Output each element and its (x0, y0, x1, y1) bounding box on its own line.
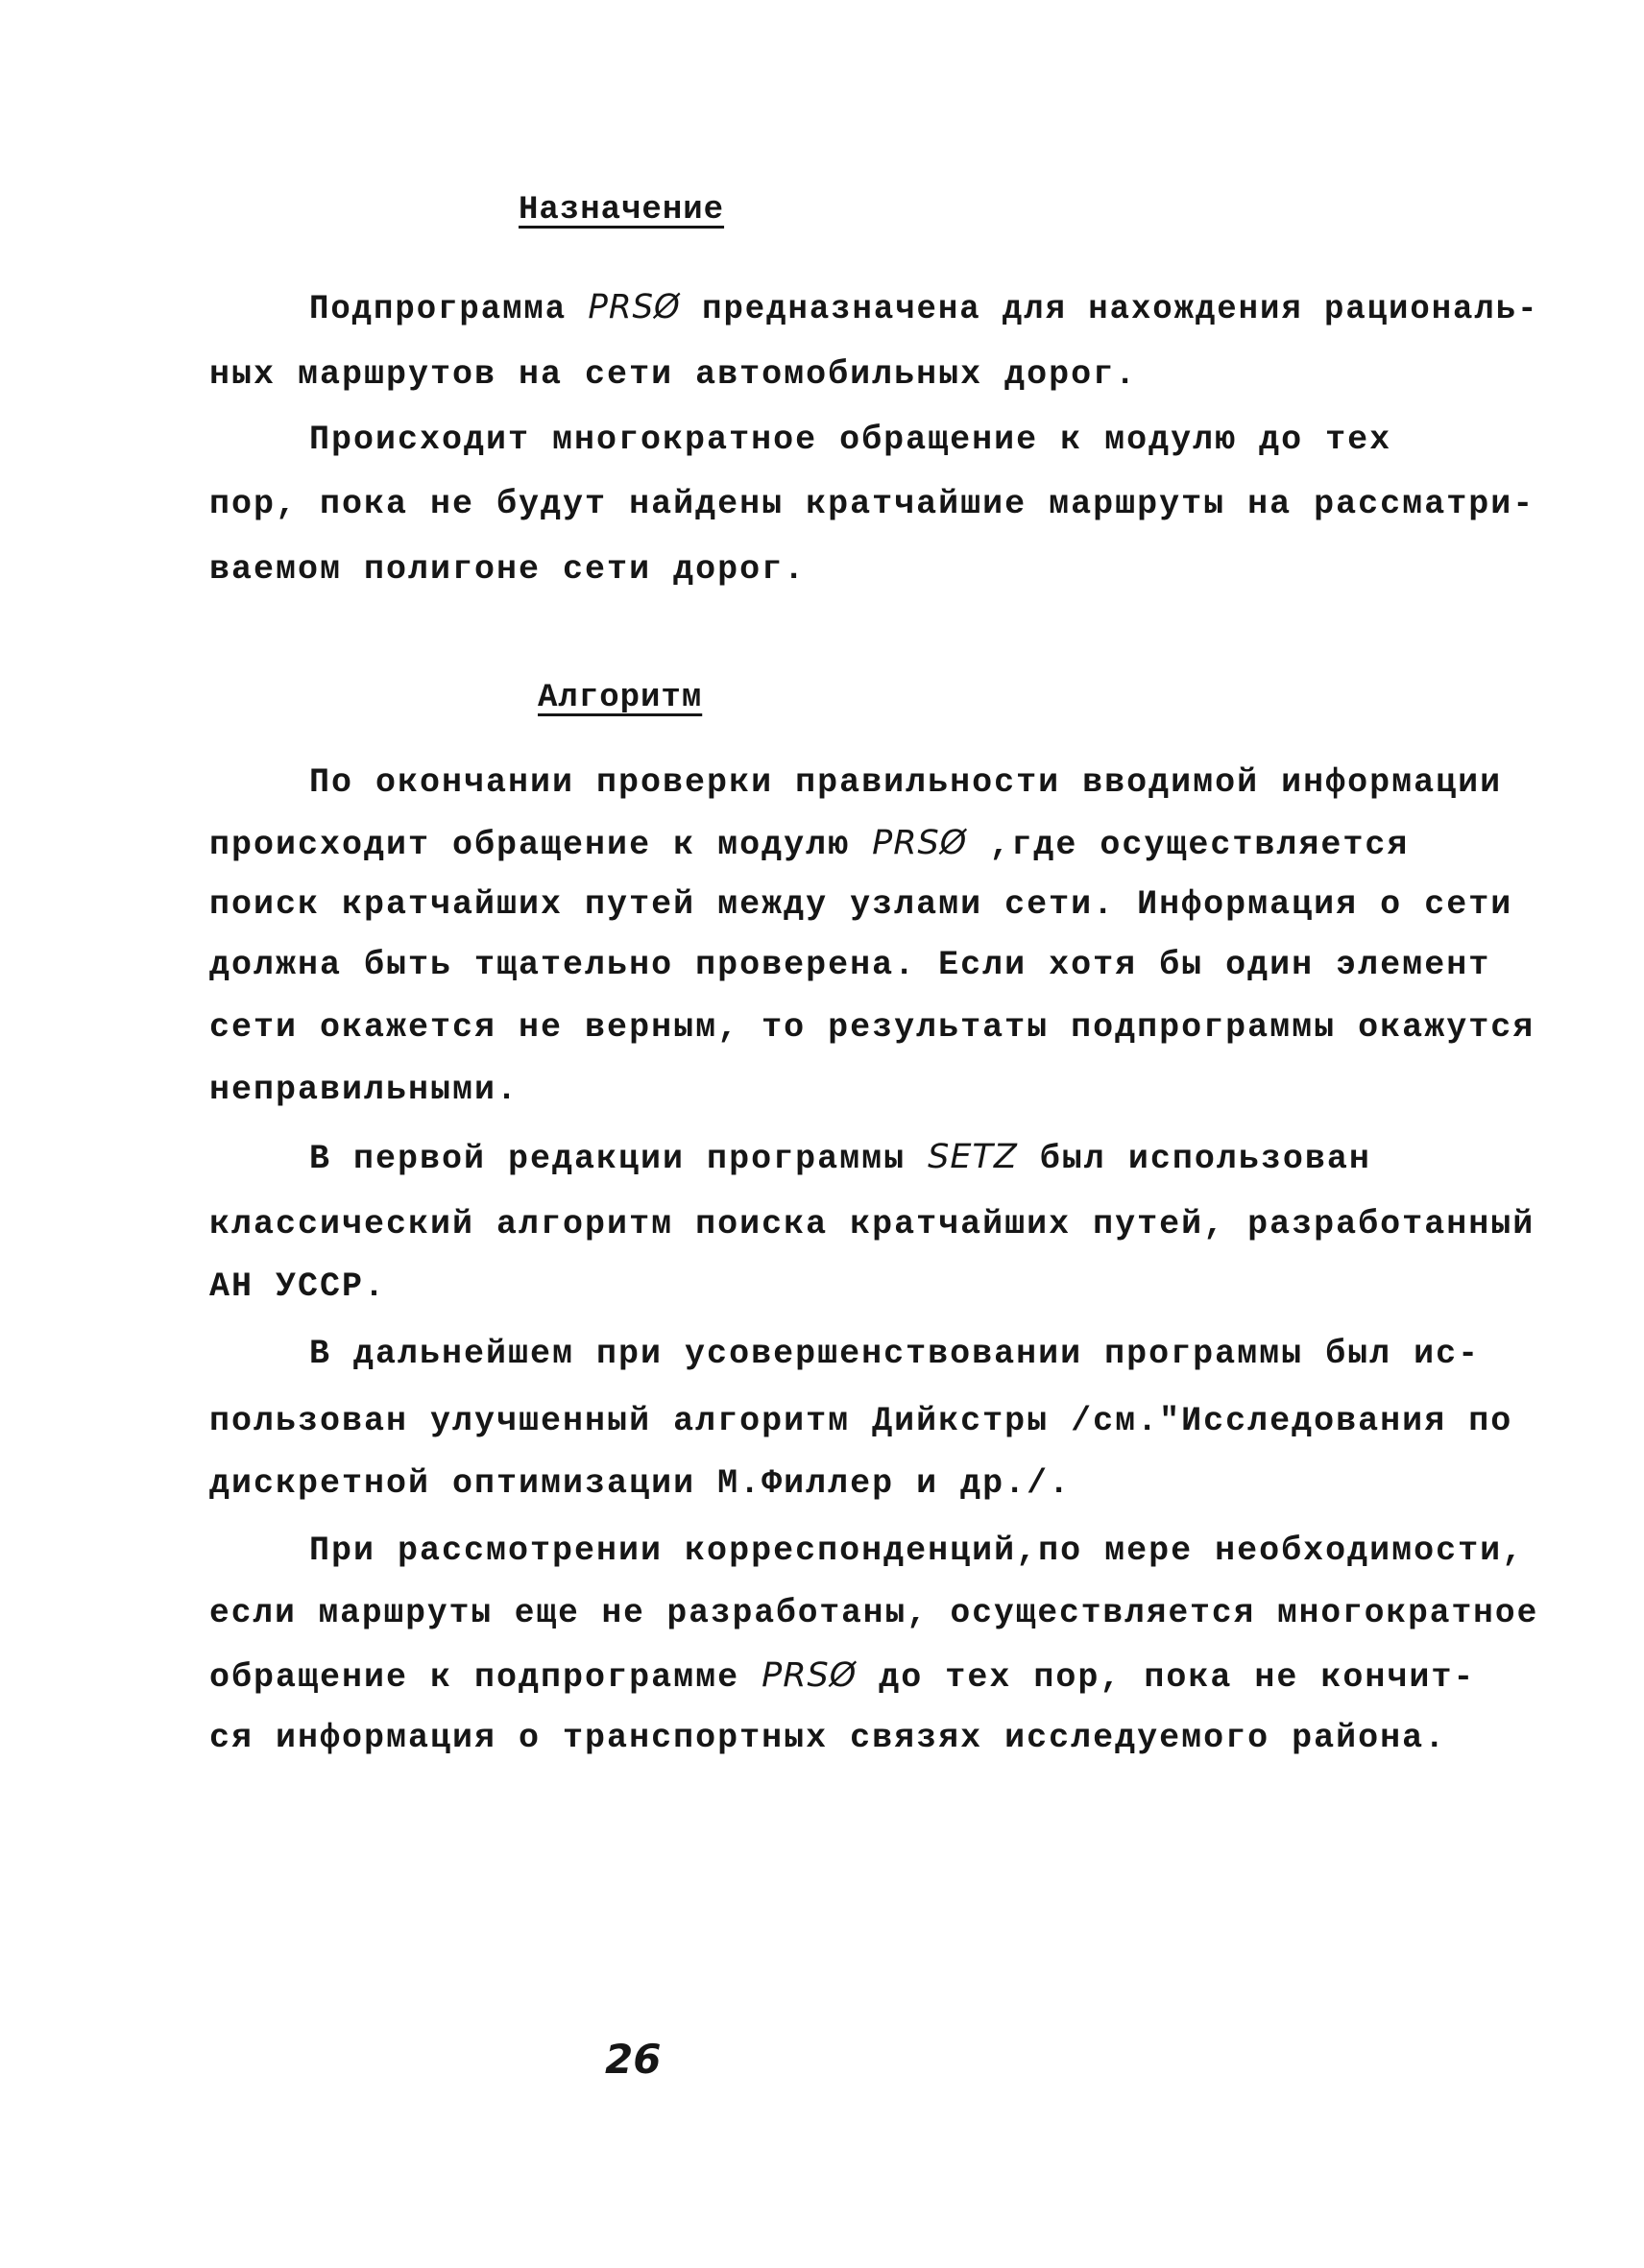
text-line: По окончании проверки правильности вводимой информации (309, 763, 1503, 802)
text-line: ных маршрутов на сети автомобильных дорог. (209, 355, 1138, 394)
text-line: происходит обращение к модулю PRSØ ,где осуществляется (209, 824, 1410, 864)
text-line: ся информация о транспортных связях исследуемого района. (209, 1719, 1447, 1757)
text-line: если маршруты еще не разработаны, осуществляется многократное (209, 1594, 1539, 1632)
code-name: PRSØ (762, 1656, 858, 1695)
code-name: PRSØ (872, 824, 968, 862)
text-line: Происходит многократное обращение к модулю до тех (309, 421, 1392, 459)
text-line: пор, пока не будут найдены кратчайшие маршруты на рассматри- (209, 485, 1535, 523)
text-line: В дальнейшем при усовершенствовании программы был ис- (309, 1335, 1481, 1373)
code-name: PRSØ (588, 288, 681, 326)
page-number: 26 (605, 2036, 662, 2083)
text-line: классический алгоритм поиска кратчайших путей, разработанный (209, 1205, 1535, 1243)
code-name: SETZ (928, 1138, 1018, 1176)
section-heading-purpose: Назначение (519, 192, 725, 229)
text-line: дискретной оптимизации М.Филлер и др./. (209, 1464, 1072, 1503)
text-line: пользован улучшенный алгоритм Дийкстры /см."Исследования по (209, 1402, 1513, 1440)
text-line: обращение к подпрограмме PRSØ до тех пор, пока не кончит- (209, 1656, 1476, 1697)
text-line: неправильными. (209, 1071, 520, 1109)
text-line: В первой редакции программы SETZ был использован (309, 1138, 1371, 1178)
text-line: ваемом полигоне сети дорог. (209, 550, 807, 589)
section-heading-algorithm: Алгоритм (538, 680, 703, 716)
text-line: Подпрограмма PRSØ предназначена для нахождения рациональ- (309, 288, 1539, 328)
text-line: сети окажется не верным, то результаты подпрограммы окажутся (209, 1008, 1535, 1047)
text-line: должна быть тщательно проверена. Если хотя бы один элемент (209, 946, 1491, 984)
text-line: АН УССР. (209, 1267, 387, 1306)
text-line: поиск кратчайших путей между узлами сети. Информация о сети (209, 885, 1513, 924)
text-line: При рассмотрении корреспонденций,по мере необходимости, (309, 1532, 1525, 1570)
